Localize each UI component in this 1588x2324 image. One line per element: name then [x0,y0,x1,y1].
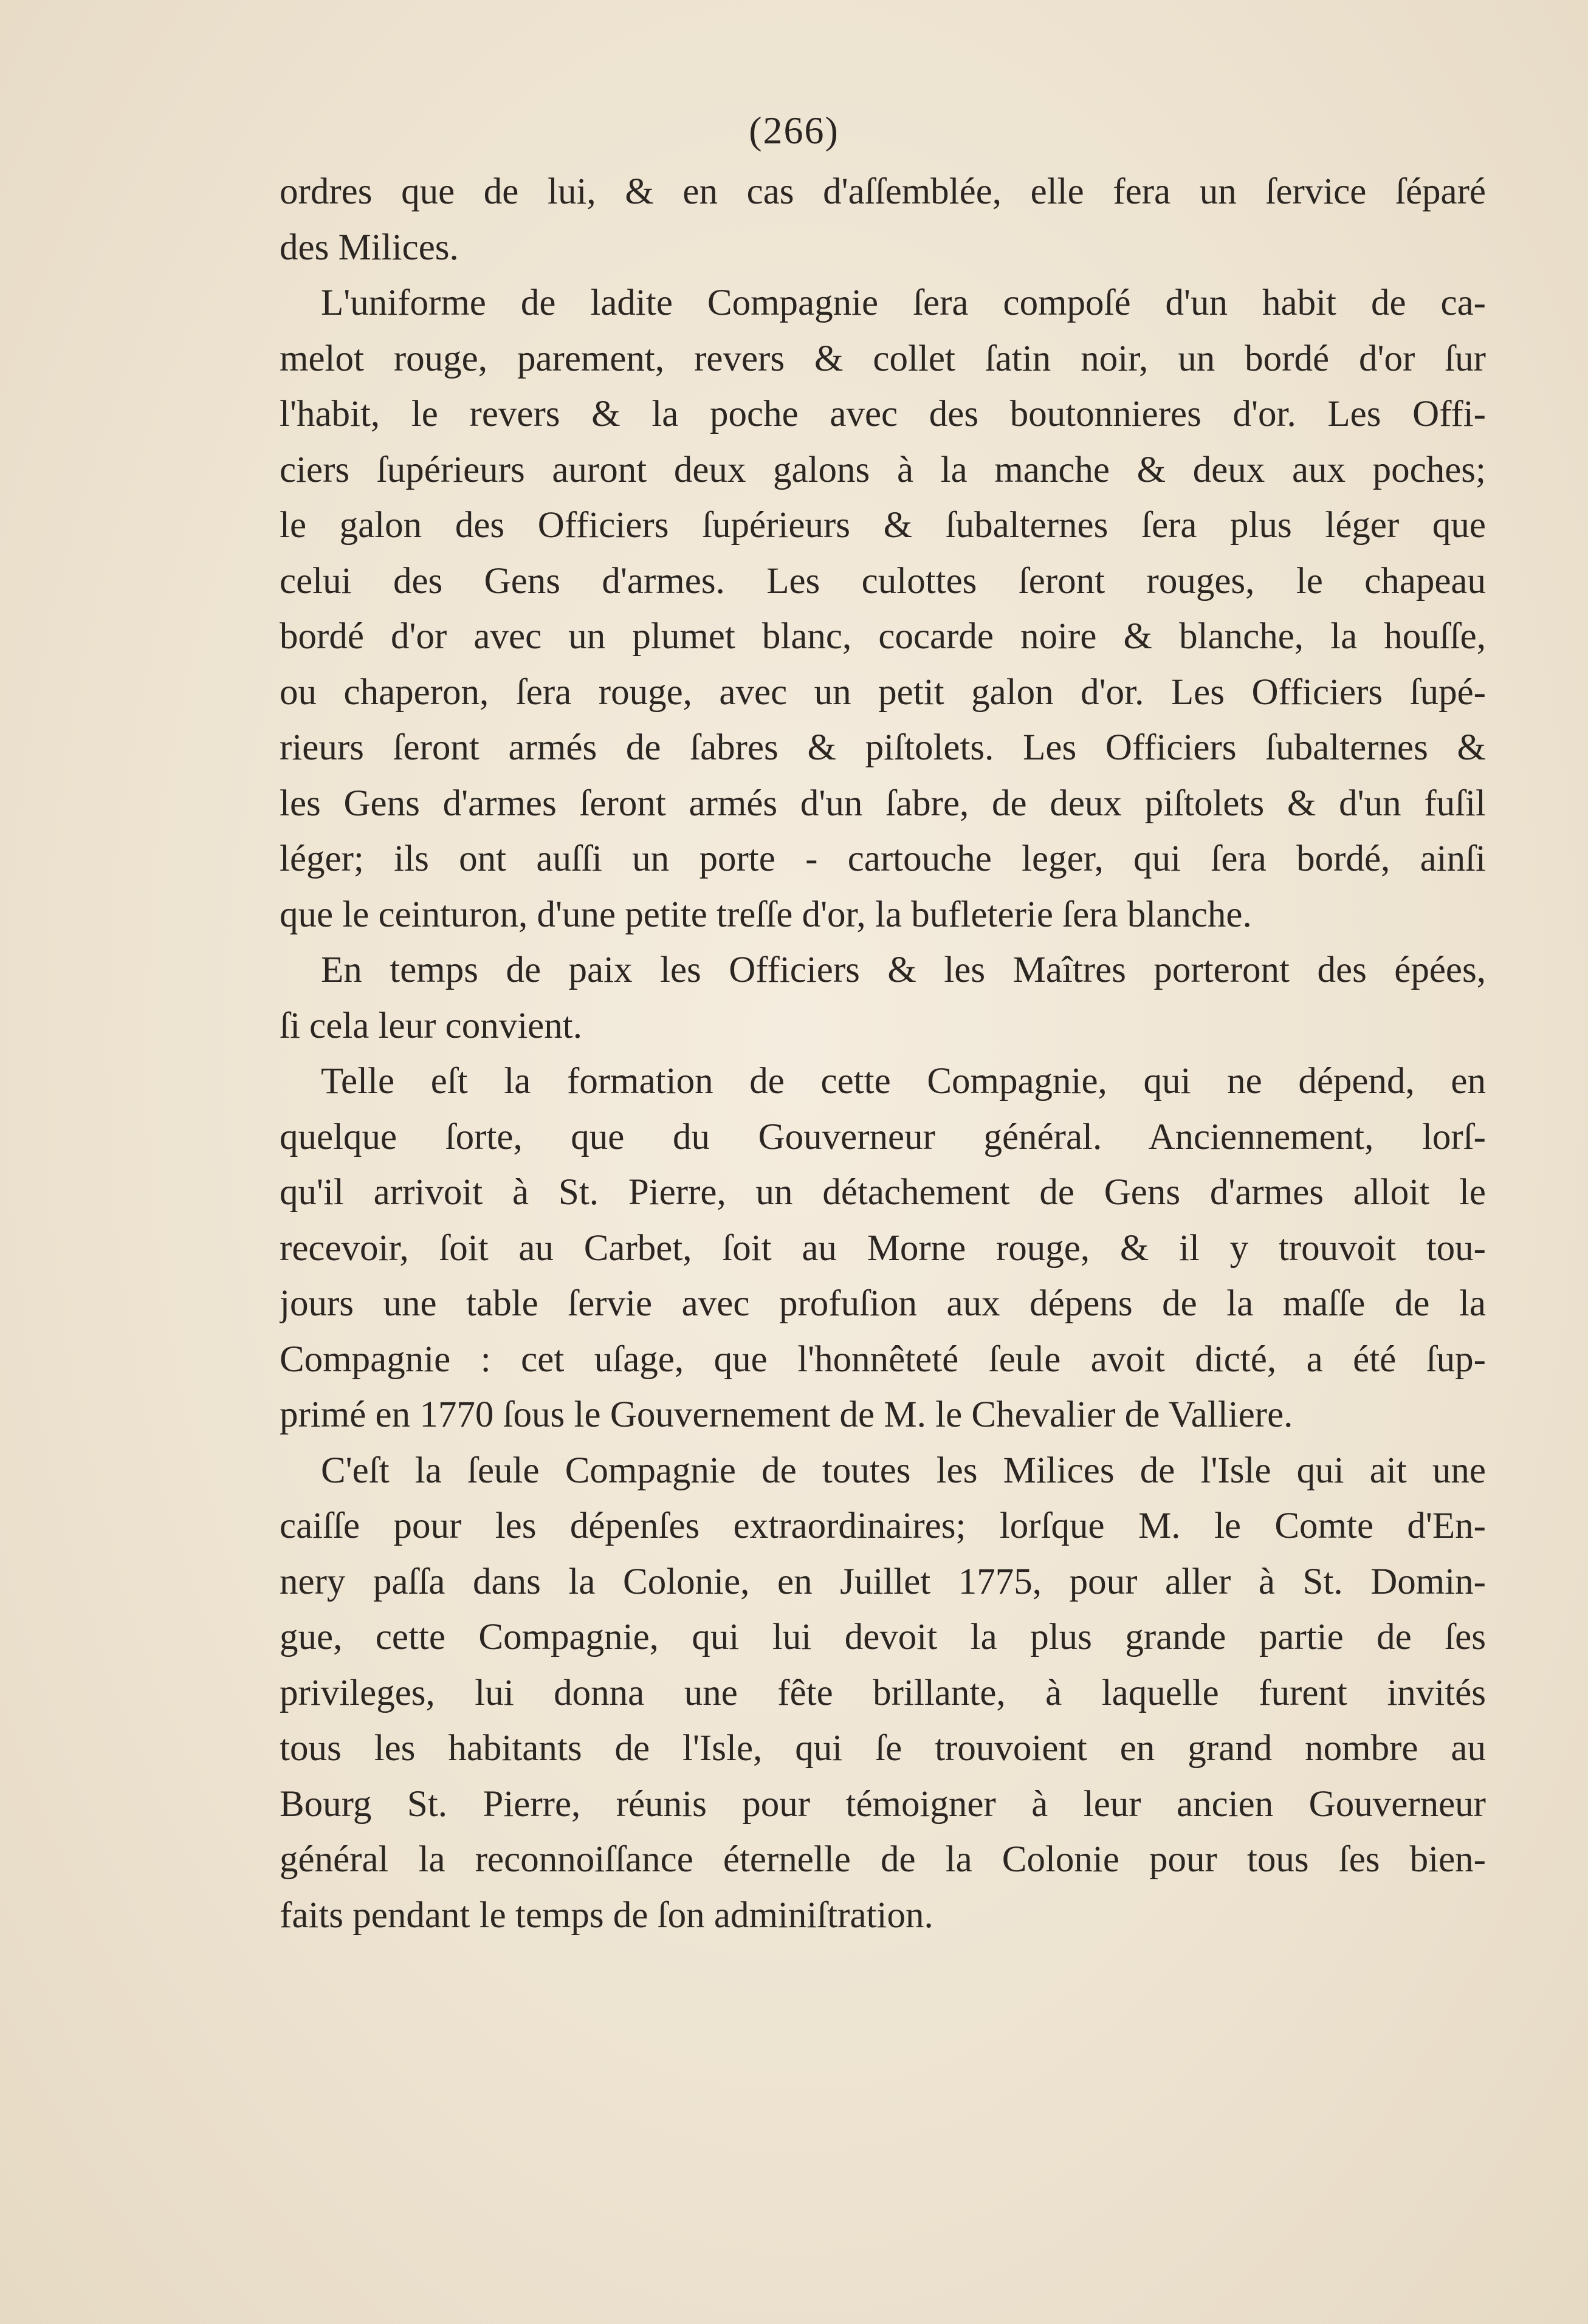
text-line: l'habit, le revers & la poche avec des boutonnieres d'or. Les Offi- [280,394,1486,434]
text-line: L'uniforme de ladite Compagnie ſera compoſé d'un habit de ca- [321,283,1486,323]
text-line: celui des Gens d'armes. Les culottes ſeront rouges, le chapeau [280,560,1486,602]
text-line: C'eſt la ſeule Compagnie de toutes les Milices de l'Isle qui ait une [321,1450,1486,1491]
text-line: jours une table ſervie avec profuſion aux dépens de la maſſe de la [280,1283,1486,1324]
body-text [280,164,1486,1943]
text-line: ſi cela leur convient. [280,1005,582,1046]
text-line: caiſſe pour les dépenſes extraordinaires; lorſque M. le Comte d'En- [280,1506,1486,1546]
paragraph-4 [280,1443,1486,1944]
paragraph-1 [280,275,1486,942]
text-line: ciers ſupérieurs auront deux galons à la manche & deux aux poches; [280,449,1486,490]
text-line: En temps de paix les Officiers & les Maîtres porteront des épées, [321,950,1486,990]
text-line: primé en 1770 ſous le Gouvernement de M. le Chevalier de Valliere. [280,1394,1293,1435]
text-line: Telle eſt la formation de cette Compagnie, qui ne dépend, en [321,1061,1486,1102]
text-line: quelque ſorte, que du Gouverneur général. Anciennement, lorſ- [280,1116,1486,1157]
text-line: Bourg St. Pierre, réunis pour témoigner à leur ancien Gouverneur [280,1783,1486,1825]
page-number: (266) [749,109,839,152]
text-line: ordres que de lui, & en cas d'aſſemblée, elle fera un ſervice ſéparé [280,171,1486,212]
text-line: Compagnie : cet uſage, que l'honnêteté ſeule avoit dicté, a été ſup- [280,1339,1486,1380]
text-line: les Gens d'armes ſeront armés d'un ſabre, de deux piſtolets & d'un fuſil [280,783,1486,824]
text-line: privileges, lui donna une fête brillante, à laquelle furent invités [280,1672,1486,1713]
text-line: melot rouge, parement, revers & collet ſatin noir, un bordé d'or ſur [280,338,1486,379]
text-line: général la reconnoiſſance éternelle de la Colonie pour tous ſes bien- [280,1839,1486,1880]
text-line: rieurs ſeront armés de ſabres & piſtolets. Les Officiers ſubalternes & [280,727,1486,768]
text-line: des Milices. [280,227,459,268]
paragraph-0 [280,164,1486,275]
text-line: que le ceinturon, d'une petite treſſe d'or, la bufleterie ſera blanche. [280,894,1252,935]
text-line: gue, cette Compagnie, qui lui devoit la plus grande partie de ſes [280,1617,1486,1657]
text-line: léger; ils ont auſſi un porte - cartouche leger, qui ſera bordé, ainſi [280,838,1486,879]
paragraph-2 [280,942,1486,1054]
paragraph-3 [280,1054,1486,1443]
text-line: le galon des Officiers ſupérieurs & ſubalternes ſera plus léger que [280,505,1486,546]
text-line: faits pendant le temps de ſon adminiſtration. [280,1894,933,1936]
text-line: ou chaperon, ſera rouge, avec un petit galon d'or. Les Officiers ſupé- [280,671,1486,713]
text-line: qu'il arrivoit à St. Pierre, un détachement de Gens d'armes alloit le [280,1172,1486,1213]
text-line: recevoir, ſoit au Carbet, ſoit au Morne rouge, & il y trouvoit tou- [280,1227,1486,1269]
text-line: tous les habitants de l'Isle, qui ſe trouvoient en grand nombre au [280,1728,1486,1769]
text-line: nery paſſa dans la Colonie, en Juillet 1775, pour aller à St. Domin- [280,1561,1486,1602]
text-line: bordé d'or avec un plumet blanc, cocarde noire & blanche, la houſſe, [280,616,1486,657]
